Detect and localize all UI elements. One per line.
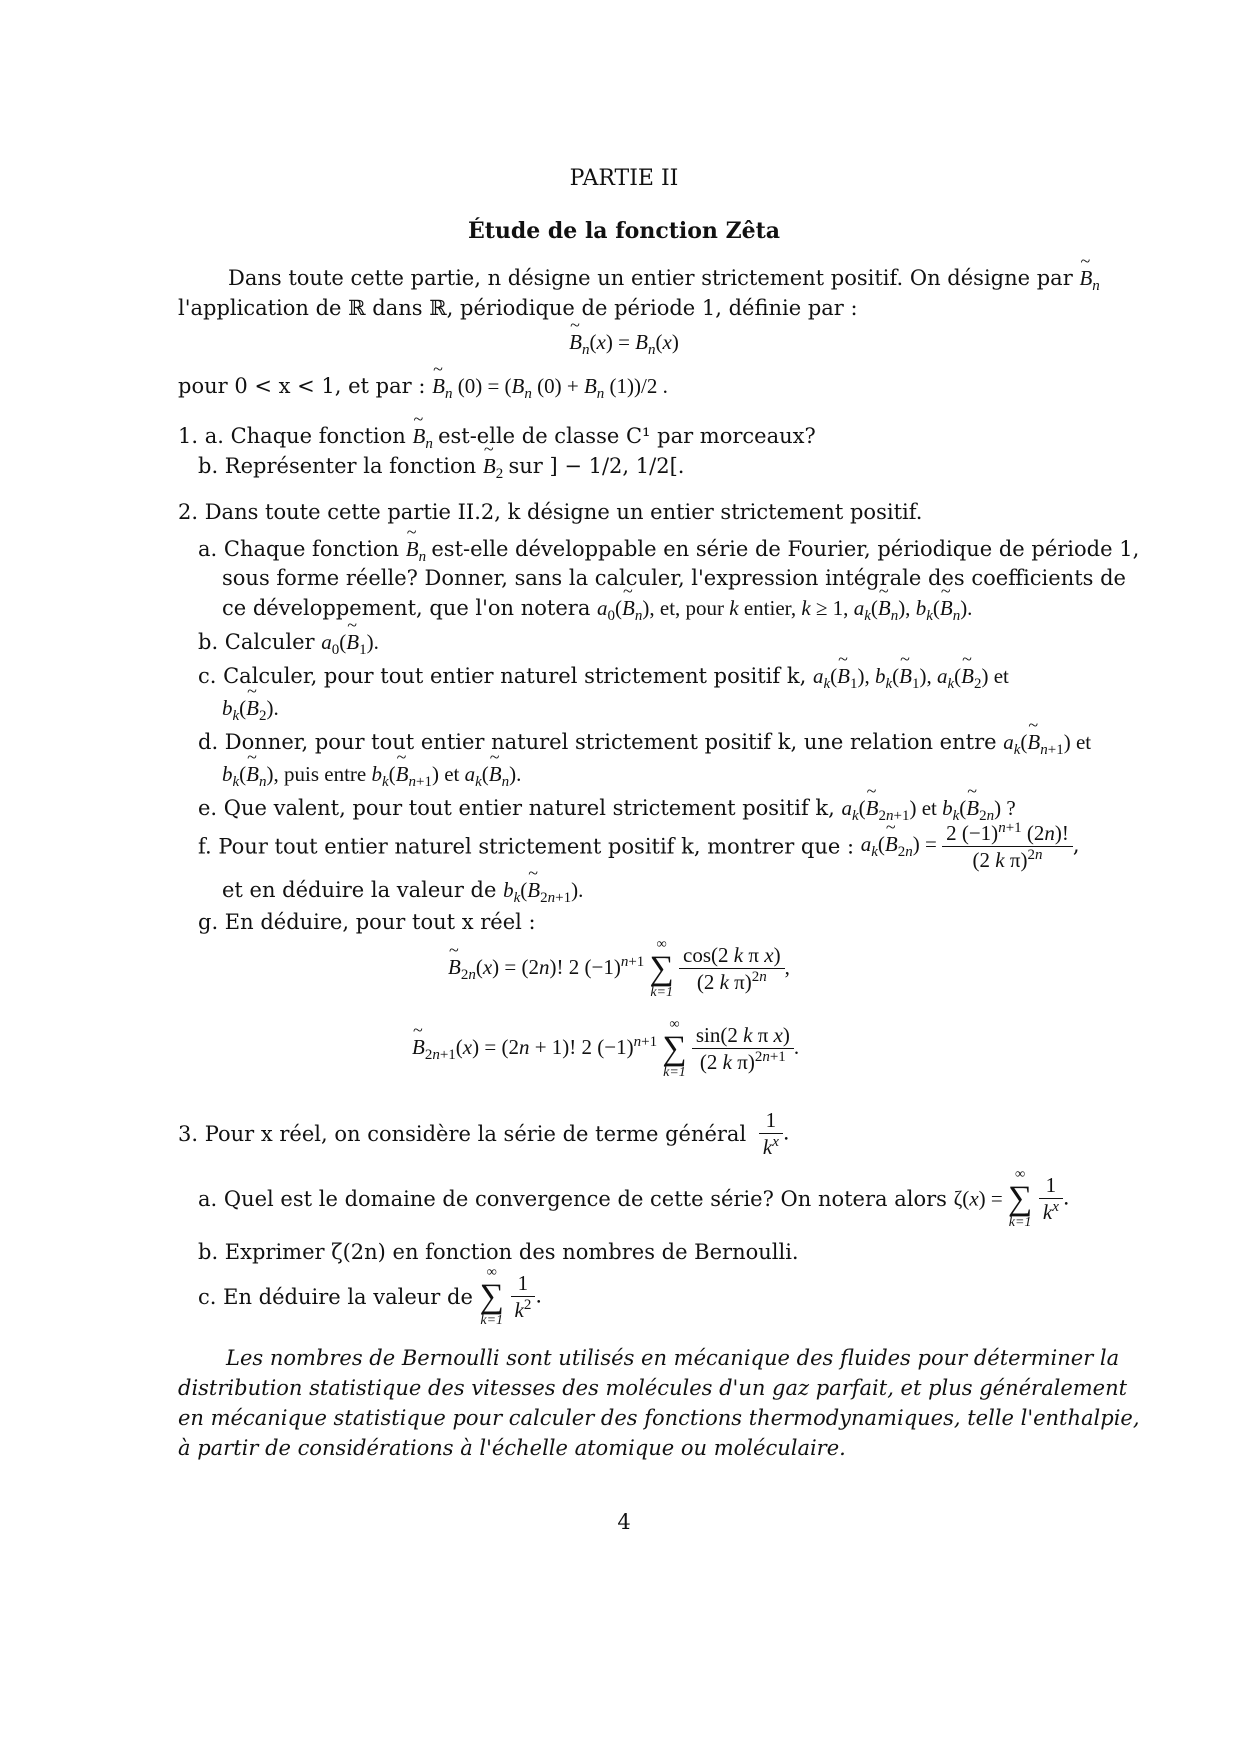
q2-a1-text: a. Chaque fonction <box>198 537 400 561</box>
intro-line-3: pour 0 < x < 1, et par : ~ $B_n$ $(0) = (B_n$ $(0) + B_n$ (1))/2 . <box>178 374 668 403</box>
intro-line-1: Dans toute cette partie, n désigne un entier strictement positif. On désigne par ~ $B_n$ <box>228 266 1100 295</box>
intro-formula: ~ $B_n(x) = B_n(x)$ <box>0 330 1248 359</box>
note-line-2: distribution statistique des vitesses des molécules d'un gaz parfait, et plus généralement <box>178 1376 1128 1400</box>
intro-text-3: pour 0 < x < 1, et par : <box>178 374 426 398</box>
q2-d-1: d. Donner, pour tout entier naturel strictement positif k, une relation entre $a_k(\sim$ $B_{n+1}$) et <box>198 730 1091 759</box>
section-title: Étude de la fonction Zêta <box>467 218 781 244</box>
q3-a-text: a. Quel est le domaine de convergence de cette série? On notera alors <box>198 1187 947 1211</box>
q2-c-2: $b_k(\sim$ $B_2$). <box>222 696 279 725</box>
q2-b: b. Calculer $a_0(\sim$ $B_1$). <box>198 630 379 659</box>
q2-b-text: b. Calculer <box>198 630 315 654</box>
intro-line-2: l'application de ℝ dans ℝ, périodique de période 1, définie par : <box>178 296 858 320</box>
q1-b: b. Représenter la fonction ~ $B_2$ sur ] − 1/2, 1/2[. <box>198 454 684 483</box>
part-heading: PARTIE II <box>569 166 679 191</box>
q3-c-text: c. En déduire la valeur de <box>198 1285 473 1309</box>
formula-b2n: ~ $B_{2n}(x) = (2n)$! 2 $(-1)^{n+1}$ ∞ ∑ k=1 $\frac{\text{cos(2 k π x)}}{(2 k \pi)^{2n}}$ , <box>448 938 790 1000</box>
q2-d-2: $b_k(\sim$ $B_n$), puis entre $b_k(\sim$ $B_{n+1}$) et $a_k(\sim$ $B_n$). <box>222 762 521 791</box>
note-line-3: en mécanique statistique pour calculer des fonctions thermodynamiques, telle l'enthalpie, <box>178 1406 1140 1430</box>
q1-b-text: b. Représenter la fonction <box>198 454 477 478</box>
intro-text-1: Dans toute cette partie, n désigne un entier strictement positif. On désigne par <box>228 266 1073 290</box>
q1-a-end: est-elle de classe C¹ par morceaux? <box>438 424 816 448</box>
q2-f2-text: et en déduire la valeur de <box>222 878 497 902</box>
page-number: 4 <box>617 1510 631 1534</box>
q2-f-fraction: $\frac{2 (-1)^{n+1} (2n)!}{(2 k \pi)^{2n}}$ <box>942 820 1073 873</box>
q2-c-1: c. Calculer, pour tout entier naturel strictement positif k, $a_k(\sim$ $B_1$), $b_k(\sim$ $B_1$), $a_k(\sim$ $B_2$) et <box>198 664 1009 693</box>
note-line-1: Les nombres de Bernoulli sont utilisés en mécanique des fluides pour déterminer la <box>226 1346 1120 1370</box>
q1-b-end: sur ] − 1/2, 1/2[. <box>508 454 685 478</box>
note-line-4: à partir de considérations à l'échelle atomique ou moléculaire. <box>178 1436 846 1460</box>
q2-f: f. Pour tout entier naturel strictement positif k, montrer que : $a_k(\sim$ $B_{2n}$) = $\frac{2 (-1)^{n+1} (2n)!}{(2 k \pi)^{2n}}$ , <box>198 820 1080 873</box>
q3-a: a. Quel est le domaine de convergence de cette série? On notera alors ζ(x) = ∞ ∑ k=1 $\frac{1}{k^x}$ . <box>198 1167 1070 1230</box>
q2-intro: 2. Dans toute cette partie II.2, k désigne un entier strictement positif. <box>178 500 923 524</box>
q2-a-1: a. Chaque fonction ~ $B_n$ est-elle développable en série de Fourier, périodique de période 1, <box>198 537 1139 566</box>
q1-a-text: 1. a. Chaque fonction <box>178 424 406 448</box>
q1-a: 1. a. Chaque fonction ~ $B_n$ est-elle de classe C¹ par morceaux? <box>178 424 816 453</box>
q2-e-text: e. Que valent, pour tout entier naturel strictement positif k, <box>198 796 835 820</box>
q2-f-text: f. Pour tout entier naturel strictement positif k, montrer que : <box>198 834 855 859</box>
q2-a3-text: ce développement, que l'on notera <box>222 596 591 620</box>
q3-intro: 3. Pour x réel, on considère la série de terme général $\frac{1}{k^x}$ . <box>178 1108 790 1159</box>
q2-f-2: et en déduire la valeur de $b_k(\sim$ $B_{2n+1}$). <box>222 878 583 907</box>
q3-b: b. Exprimer ζ(2n) en fonction des nombres de Bernoulli. <box>198 1240 799 1264</box>
q2-a-2: sous forme réelle? Donner, sans la calculer, l'expression intégrale des coefficients de <box>222 566 1126 590</box>
q2-a1-end: est-elle développable en série de Fourier, périodique de période 1, <box>431 537 1140 561</box>
q3-intro-text: 3. Pour x réel, on considère la série de terme général <box>178 1122 747 1146</box>
q3-c: c. En déduire la valeur de ∞ ∑ k=1 $\frac{1}{k^2}$ . <box>198 1265 543 1328</box>
q2-d1-text: d. Donner, pour tout entier naturel strictement positif k, une relation entre <box>198 730 997 754</box>
q2-e: e. Que valent, pour tout entier naturel strictement positif k, $a_k(\sim$ $B_{2n+1}$) et $b_k(\sim$ $B_{2n}$) ? <box>198 796 1016 825</box>
q2-g: g. En déduire, pour tout x réel : <box>198 910 536 934</box>
q2-a-3: ce développement, que l'on notera $a_0(\sim$ $B_n$), et, pour k entier, k ≥ 1, $a_k(\sim$ $B_n$), $b_k(\sim$ $B_n$). <box>222 596 972 625</box>
q2-c1-text: c. Calculer, pour tout entier naturel strictement positif k, <box>198 664 807 688</box>
formula-b2n1: ~ $B_{2n+1}(x) = (2n + 1)$! 2 $(-1)^{n+1}$ ∞ ∑ k=1 $\frac{\text{sin(2 k π x)}}{(2 k \pi)^{2n+1}}$ . <box>412 1018 799 1080</box>
